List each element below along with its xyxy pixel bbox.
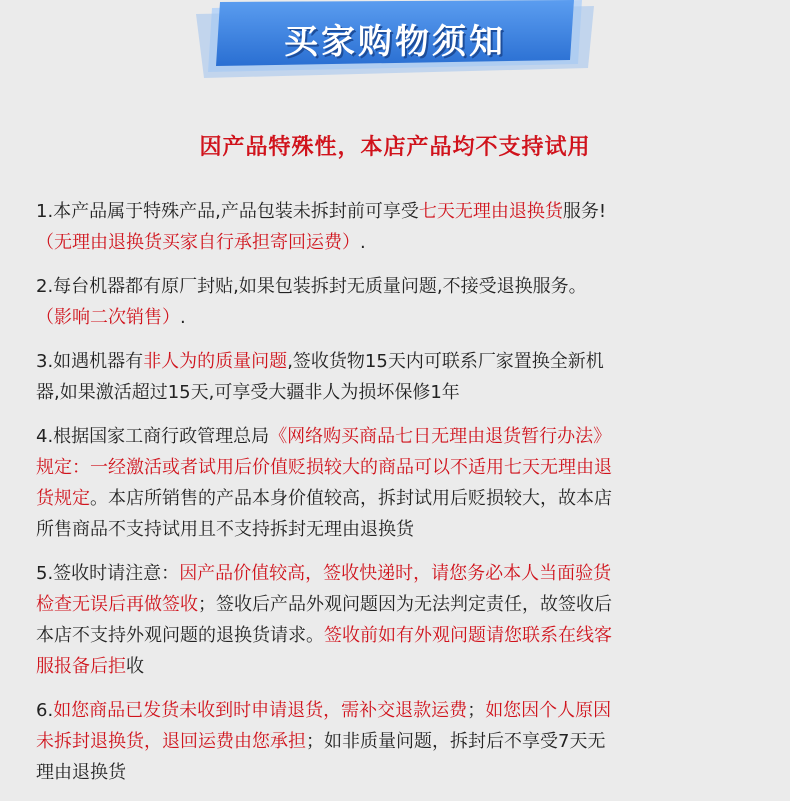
body-text: 本店不支持外观问题的退换货请求。: [36, 625, 324, 646]
body-text: 。本店所销售的产品本身价值较高，拆封试用后贬损较大，故本店: [90, 488, 612, 509]
notice-item-2: [36, 271, 768, 333]
notice-item-1: [36, 196, 768, 258]
highlight-text: 签收前如有外观问题请您联系在线客: [324, 625, 612, 646]
highlight-text: 未拆封退换货，退回运费由您承担: [36, 731, 306, 752]
body-text: 6.: [36, 700, 54, 721]
notice-line: [36, 757, 768, 788]
notice-line: [36, 421, 768, 452]
highlight-text: 《网络购买商品七日无理由退货暂行办法》: [269, 426, 612, 447]
highlight-text: （影响二次销售）: [36, 307, 180, 328]
highlight-text: 如您因个人原因: [485, 700, 612, 721]
body-text: 2.每台机器都有原厂封贴,如果包装拆封无质量问题,不接受退换服务。: [36, 276, 587, 297]
notice-line: [36, 514, 768, 545]
body-text: 1.本产品属于特殊产品,产品包装未拆封前可享受: [36, 201, 419, 222]
notice-subtitle: 因产品特殊性，本店产品均不支持试用: [199, 135, 591, 160]
notice-line: [36, 483, 768, 514]
highlight-text: 服报备后拒: [36, 656, 126, 677]
body-text: 5.签收时请注意：: [36, 563, 180, 584]
body-text: ；: [467, 700, 486, 721]
page-title: 买家购物须知: [284, 22, 506, 62]
notice-item-3: [36, 346, 768, 408]
highlight-text: 规定：一经激活或者试用后价值贬损较大的商品可以不适用七天无理由退: [36, 457, 612, 478]
notice-line: [36, 695, 768, 726]
notice-item-6: [36, 695, 768, 788]
notice-line: [36, 227, 768, 258]
notice-line: [36, 620, 768, 651]
highlight-text: 货规定: [36, 488, 90, 509]
highlight-text: 七天无理由退换货: [418, 201, 563, 222]
body-text: 服务!: [562, 201, 607, 222]
highlight-text: 检查无误后再做签收: [36, 594, 198, 615]
body-text: 器,如果激活超过15天,可享受大疆非人为损坏保修1年: [36, 382, 460, 403]
notice-line: [36, 589, 768, 620]
highlight-text: 非人为的质量问题: [143, 351, 288, 372]
notice-item-4: [36, 421, 768, 545]
notice-list: [36, 196, 768, 801]
body-text: 收: [126, 656, 144, 677]
notice-line: [36, 558, 768, 589]
notice-line: [36, 726, 768, 757]
body-text: ；签收后产品外观问题因为无法判定责任，故签收后: [198, 594, 612, 615]
notice-line: [36, 452, 768, 483]
body-text: 4.根据国家工商行政管理总局: [36, 426, 270, 447]
body-text: ；如非质量问题，拆封后不享受7天无: [306, 731, 606, 752]
highlight-text: 如您商品已发货未收到时申请退货，需补交退款运费: [53, 700, 468, 721]
notice-line: [36, 271, 768, 302]
notice-line: [36, 377, 768, 408]
body-text: 理由退换货: [36, 762, 126, 783]
body-text: .: [180, 307, 186, 328]
body-text: 所售商品不支持试用且不支持拆封无理由退换货: [36, 519, 414, 540]
notice-line: [36, 196, 768, 227]
body-text: 3.如遇机器有: [36, 351, 144, 372]
notice-line: [36, 651, 768, 682]
notice-line: [36, 302, 768, 333]
notice-item-5: [36, 558, 768, 682]
body-text: .: [360, 232, 366, 253]
notice-line: [36, 346, 768, 377]
highlight-text: 因产品价值较高，签收快递时，请您务必本人当面验货: [179, 563, 612, 584]
highlight-text: （无理由退换货买家自行承担寄回运费）: [36, 232, 360, 253]
body-text: ,签收货物15天内可联系厂家置换全新机: [287, 351, 604, 372]
header-banner: [190, 0, 600, 82]
